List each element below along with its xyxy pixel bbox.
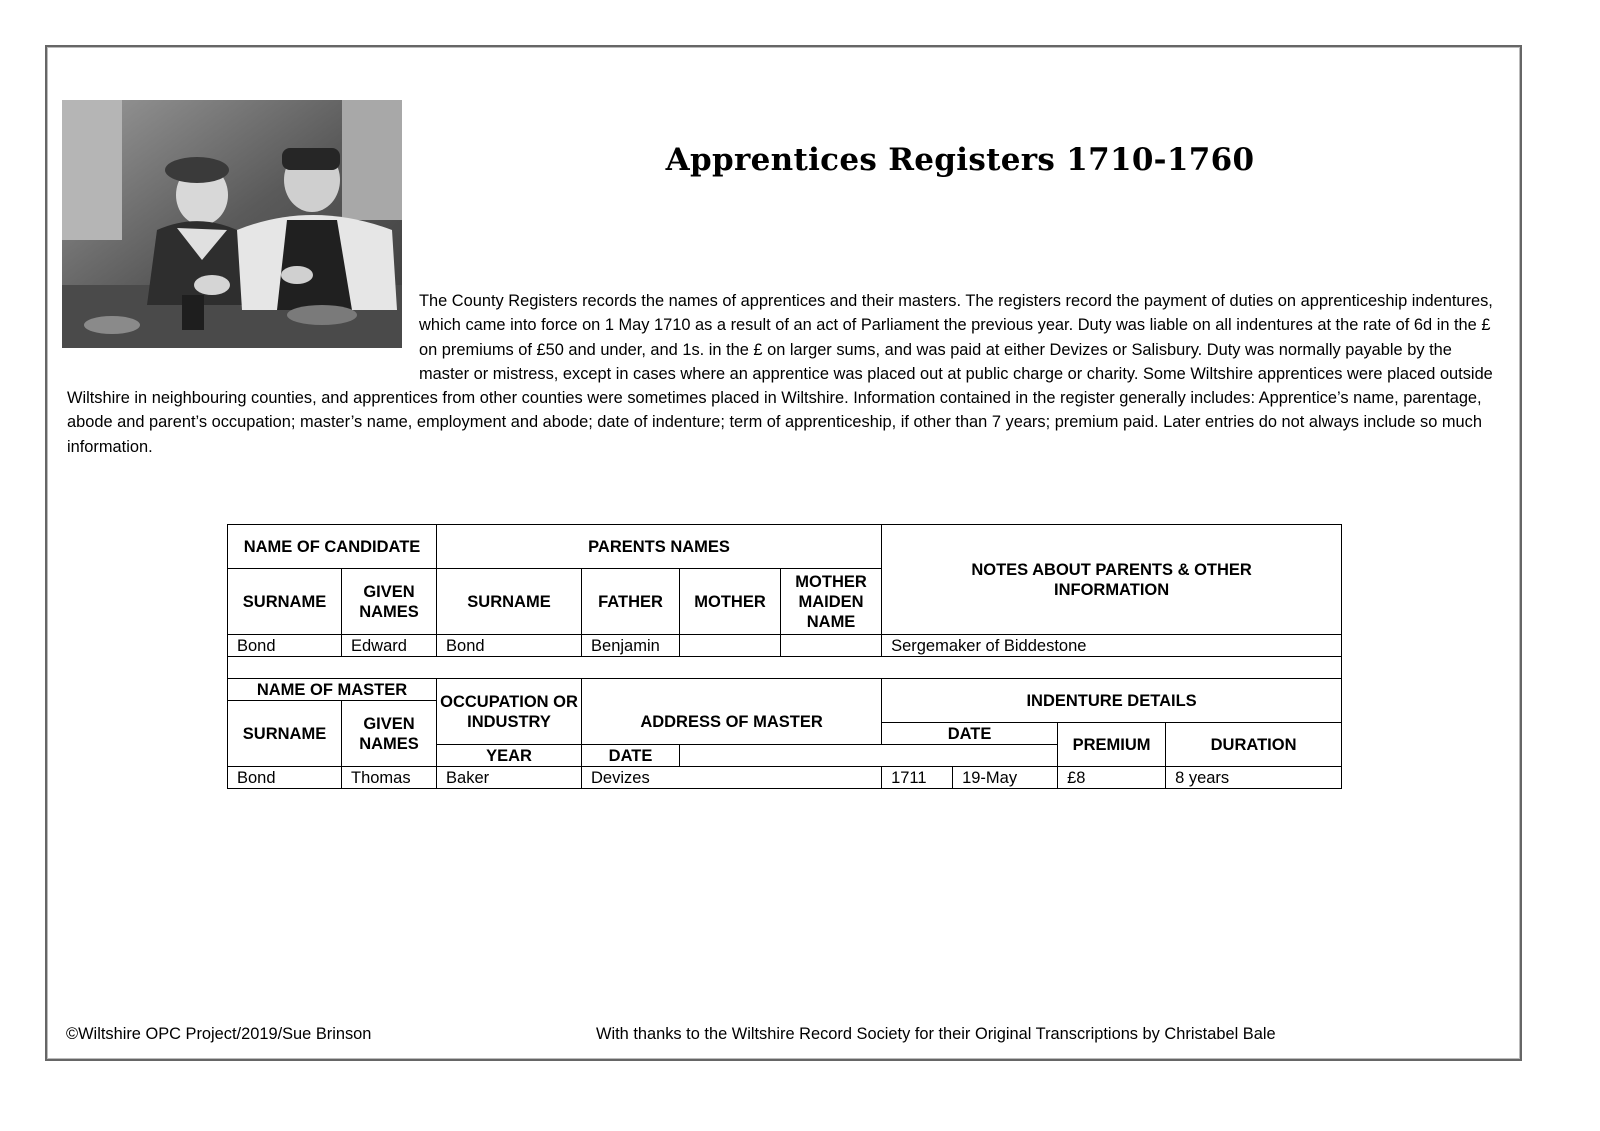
table-spacer-row xyxy=(228,657,1342,679)
candidate-surname: Bond xyxy=(228,635,342,657)
header-notes: NOTES ABOUT PARENTS & OTHER INFORMATION xyxy=(882,525,1342,635)
mother-name xyxy=(680,635,781,657)
parent-surname: Bond xyxy=(437,635,582,657)
header-date: DATE xyxy=(882,723,1058,745)
header-mother-maiden-name: MOTHER MAIDEN NAME xyxy=(781,569,882,635)
father-name: Benjamin xyxy=(582,635,680,657)
intro-paragraph xyxy=(67,289,1497,459)
header-parent-surname: SURNAME xyxy=(437,569,582,635)
header-parents-names: PARENTS NAMES xyxy=(437,525,882,569)
master-address: Devizes xyxy=(582,767,882,789)
header-address-of-master: ADDRESS OF MASTER xyxy=(582,679,882,745)
header-name-of-candidate: NAME OF CANDIDATE xyxy=(228,525,437,569)
header-premium: PREMIUM xyxy=(1058,723,1166,767)
master-surname: Bond xyxy=(228,767,342,789)
header-father: FATHER xyxy=(582,569,680,635)
header-master-surname: SURNAME xyxy=(228,701,342,767)
footer-copyright: ©Wiltshire OPC Project/2019/Sue Brinson xyxy=(66,1025,372,1043)
header-mother: MOTHER xyxy=(680,569,781,635)
header-day-date: DATE xyxy=(582,745,680,767)
parent-notes: Sergemaker of Biddestone xyxy=(882,635,1342,657)
indenture-duration: 8 years xyxy=(1166,767,1342,789)
page-title: Apprentices Registers 1710-1760 xyxy=(665,142,1255,178)
header-duration: DURATION xyxy=(1166,723,1342,767)
header-name-of-master: NAME OF MASTER xyxy=(228,679,437,701)
apprentice-register-table xyxy=(227,524,1342,789)
header-master-given-names: GIVEN NAMES xyxy=(342,701,437,767)
master-given-names: Thomas xyxy=(342,767,437,789)
footer-acknowledgement: With thanks to the Wiltshire Record Society for their Original Transcriptions by Christabel Bale xyxy=(596,1025,1276,1043)
header-candidate-surname: SURNAME xyxy=(228,569,342,635)
indenture-date: 19-May xyxy=(953,767,1058,789)
photo-wrap-spacer xyxy=(67,289,419,362)
master-occupation: Baker xyxy=(437,767,582,789)
mother-maiden-name xyxy=(781,635,882,657)
header-indenture-details: INDENTURE DETAILS xyxy=(882,679,1342,723)
header-year: YEAR xyxy=(437,745,582,767)
intro-text: The County Registers records the names of apprentices and their masters. The registers record the payment of duties on apprenticeship indentures, which came into force on 1 May 1710 as a result of an act of Parliament the previous year. Duty was liable on all indentures at the rate of 6d in the £ on premiums of £50 and under, and 1s. in the £ on larger sums, and was paid at either Devizes or Salisbury. Duty was normally payable by the master or mistress, except in cases where an apprentice was placed out at public charge or charity. Some Wiltshire apprentices were placed outside Wiltshire in neighbouring counties, and apprentices from other counties were sometimes placed in Wiltshire. Information contained in the register generally includes: Apprentice’s name, parentage, abode and parent’s occupation; master’s name, employment and abode; date of indenture; term of apprenticeship, if other than 7 years; premium paid. Later entries do not always include so much information. xyxy=(67,292,1493,456)
indenture-year: 1711 xyxy=(882,767,953,789)
header-occupation: OCCUPATION OR INDUSTRY xyxy=(437,679,582,745)
indenture-premium: £8 xyxy=(1058,767,1166,789)
candidate-given-names: Edward xyxy=(342,635,437,657)
header-candidate-given-names: GIVEN NAMES xyxy=(342,569,437,635)
